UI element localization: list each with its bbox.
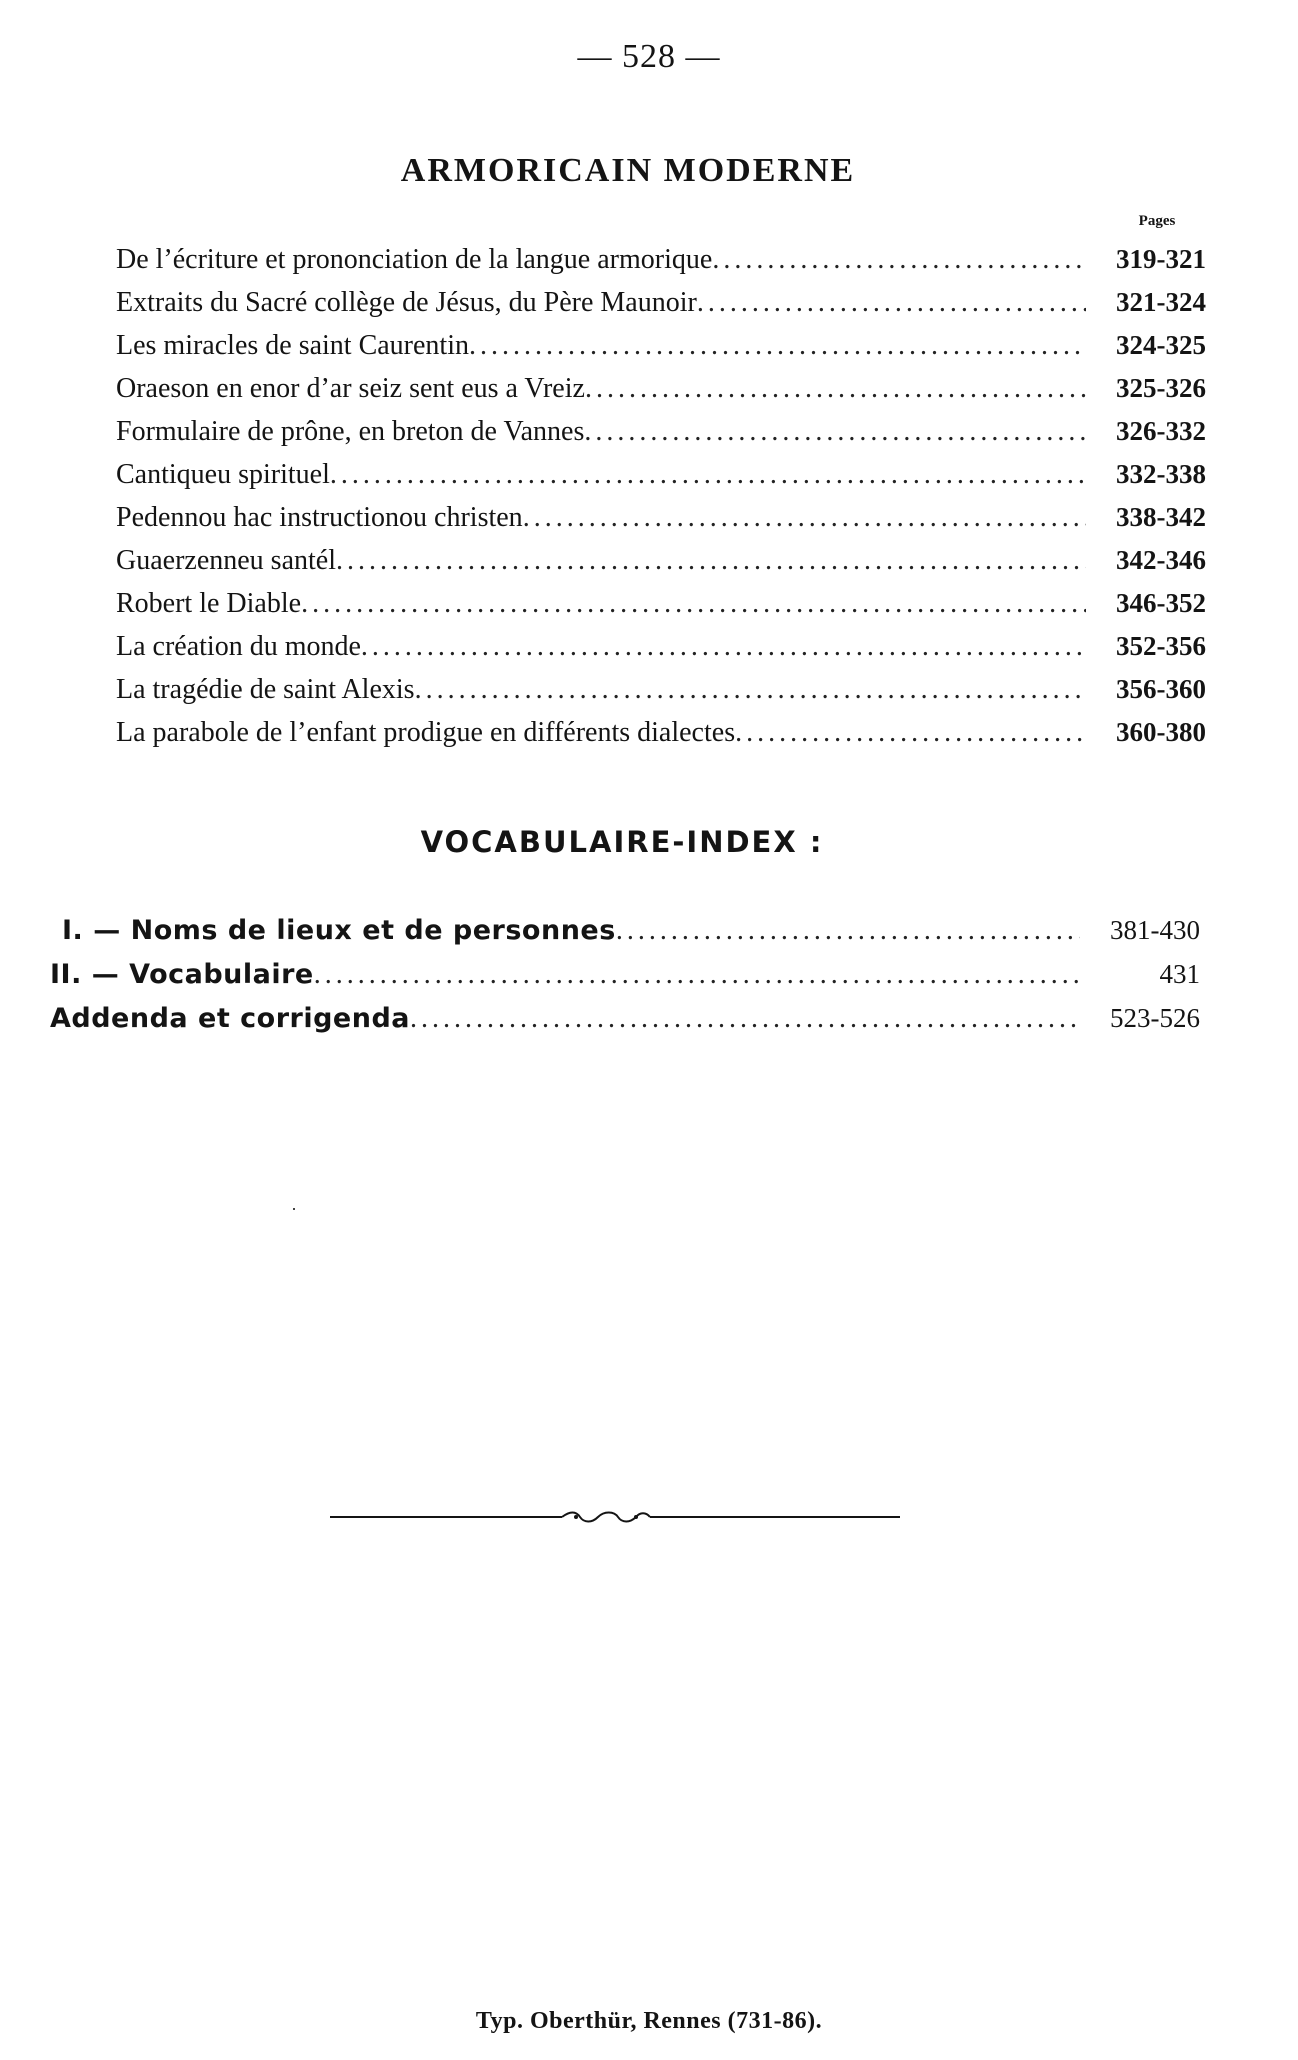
toc-entry-label: Les miracles de saint Caurentin xyxy=(116,330,469,361)
toc-entry-label: Oraeson en enor d’ar seiz sent eus a Vreiz xyxy=(116,373,585,404)
toc-entry-pages: 381-430 xyxy=(1110,915,1200,945)
toc-entry-pages: 326-332 xyxy=(1116,416,1206,446)
toc-entry-pages: 360-380 xyxy=(1116,717,1206,747)
toc-entry-label: Addenda et corrigenda xyxy=(50,1003,410,1034)
ornamental-rule-icon xyxy=(330,1505,900,1529)
toc-entry-label: Cantiqueu spirituel xyxy=(116,459,330,490)
dot-leader xyxy=(735,717,1086,749)
toc-entry-pages: 342-346 xyxy=(1116,545,1206,575)
toc-entry xyxy=(116,631,1206,673)
toc-entry xyxy=(116,416,1206,458)
toc-entry-label: I. — Noms de lieux et de personnes xyxy=(62,915,616,946)
dot-leader xyxy=(415,674,1086,706)
toc-entry xyxy=(116,717,1206,759)
toc-entry xyxy=(116,373,1206,415)
toc-entry-label: Formulaire de prône, en breton de Vannes xyxy=(116,416,585,447)
toc-entry-pages: 325-326 xyxy=(1116,373,1206,403)
toc-entry xyxy=(50,1003,1200,1045)
toc-entry-label: De l’écriture et prononciation de la langue armorique xyxy=(116,244,713,275)
toc-entry-pages: 338-342 xyxy=(1116,502,1206,532)
toc-entry-label: Extraits du Sacré collège de Jésus, du Père Maunoir xyxy=(116,287,697,318)
toc-entry-label: La parabole de l’enfant prodigue en différents dialectes xyxy=(116,717,736,748)
dot-leader xyxy=(330,459,1086,491)
toc-entry-pages: 332-338 xyxy=(1116,459,1206,489)
section-title-vocabulaire: VOCABULAIRE-INDEX : xyxy=(420,825,824,859)
dot-leader xyxy=(584,416,1086,448)
toc-entry-pages: 352-356 xyxy=(1116,631,1206,661)
toc-entry xyxy=(116,287,1206,329)
pages-column-header: Pages xyxy=(1138,213,1176,229)
dot-leader xyxy=(585,373,1086,405)
dot-leader xyxy=(712,244,1086,276)
dot-leader xyxy=(361,631,1086,663)
dot-leader xyxy=(469,330,1086,362)
ink-speck xyxy=(293,1208,295,1210)
toc-entry xyxy=(116,330,1206,372)
toc-entry-label: Robert le Diable xyxy=(116,588,302,619)
toc-entry-pages: 324-325 xyxy=(1116,330,1206,360)
page-number: — 528 — xyxy=(577,38,721,75)
dot-leader xyxy=(410,1003,1080,1035)
toc-entry xyxy=(50,959,1200,1001)
toc-entry-label: II. — Vocabulaire xyxy=(50,959,314,990)
toc-entry xyxy=(116,244,1206,286)
toc-entry xyxy=(116,459,1206,501)
toc-entry-pages: 319-321 xyxy=(1116,244,1206,274)
toc-entry-pages: 346-352 xyxy=(1116,588,1206,618)
toc-entry-label: La création du monde xyxy=(116,631,361,662)
toc-entry-label: Guaerzenneu santél xyxy=(116,545,336,576)
dot-leader xyxy=(301,588,1086,620)
toc-entry-pages: 431 xyxy=(1159,959,1200,989)
toc-entry xyxy=(116,502,1206,544)
section-title-armoricain: ARMORICAIN MODERNE xyxy=(400,152,856,189)
dot-leader xyxy=(336,545,1086,577)
toc-entry-pages: 356-360 xyxy=(1116,674,1206,704)
toc-entry xyxy=(116,545,1206,587)
toc-entry-label: Pedennou hac instructionou christen xyxy=(116,502,523,533)
dot-leader xyxy=(697,287,1086,319)
toc-entry xyxy=(62,915,1200,957)
toc-entry xyxy=(116,588,1206,630)
dot-leader xyxy=(314,959,1080,991)
toc-entry-label: La tragédie de saint Alexis xyxy=(116,674,415,705)
dot-leader xyxy=(616,915,1080,947)
toc-entry xyxy=(116,674,1206,716)
dot-leader xyxy=(523,502,1086,534)
printer-imprint: Typ. Oberthür, Rennes (731-86). xyxy=(475,2008,823,2034)
toc-entry-pages: 321-324 xyxy=(1116,287,1206,317)
toc-entry-pages: 523-526 xyxy=(1110,1003,1200,1033)
